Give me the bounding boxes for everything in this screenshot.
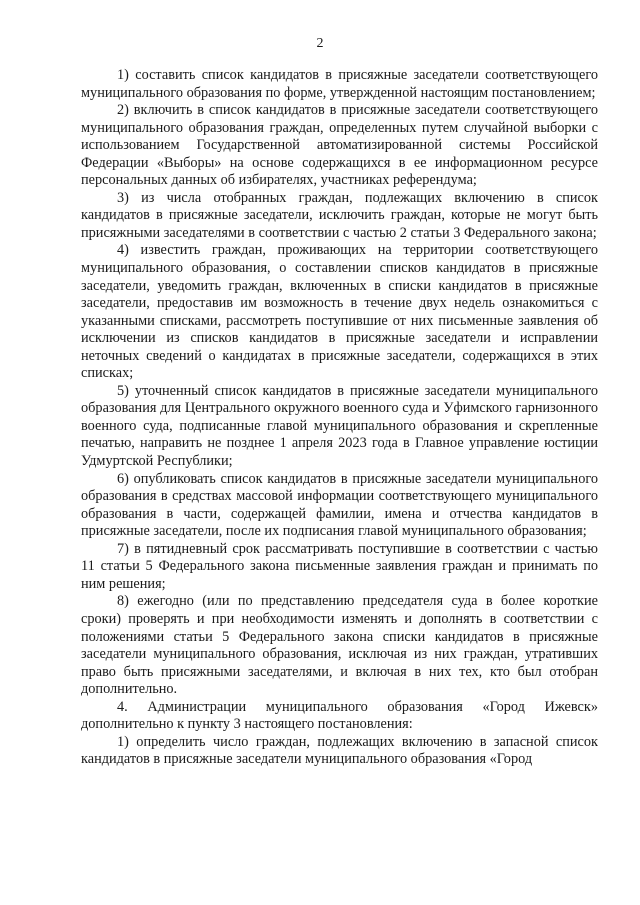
paragraph-item-6: 6) опубликовать список кандидатов в присяжные заседатели муниципального образования в средствах массовой информации соответствующего муниципального образования в части, содержащей фамилии, имена и отчества кандидатов в присяжные заседатели, после их подписания главой муниципального образования; <box>81 470 598 540</box>
paragraph-item-8: 8) ежегодно (или по представлению председателя суда в более короткие сроки) проверять и при необходимости изменять и дополнять в соответствии с положениями статьи 5 Федерального закона списки кандидатов в присяжные заседатели муниципального образования, исключая из них граждан, утративших право быть присяжными заседателями, и включая в них тех, кто был отобран дополнительно. <box>81 593 598 698</box>
page-number: 2 <box>316 36 324 51</box>
paragraph-section-4-item-1: 1) определить число граждан, подлежащих включению в запасной список кандидатов в присяжные заседатели муниципального образования «Город <box>81 733 598 768</box>
paragraph-section-4: 4. Администрации муниципального образования «Город Ижевск» дополнительно к пункту 3 настоящего постановления: <box>81 698 598 733</box>
paragraph-item-3: 3) из числа отобранных граждан, подлежащих включению в список кандидатов в присяжные заседатели, исключить граждан, которые не могут быть присяжными заседателями в соответствии с частью 2 статьи 3 Федерального закона; <box>81 189 598 241</box>
paragraph-item-2: 2) включить в список кандидатов в присяжные заседатели соответствующего муниципального образования граждан, определенных путем случайной выборки с использованием Государственной автоматизированной системы Российской Федерации «Выборы» на основе содержащихся в ее информационном ресурсе персональных данных об избирателях, участниках референдума; <box>81 102 598 189</box>
paragraph-item-7: 7) в пятидневный срок рассматривать поступившие в соответствии с частью 11 статьи 5 Федерального закона письменные заявления граждан и принимать по ним решения; <box>81 540 598 592</box>
paragraph-item-1: 1) составить список кандидатов в присяжные заседатели соответствующего муниципального образования по форме, утвержденной настоящим постановлением; <box>81 67 598 101</box>
document-body <box>81 67 598 769</box>
paragraph-item-5: 5) уточненный список кандидатов в присяжные заседатели муниципального образования для Центрального окружного военного суда и Уфимского гарнизонного военного суда, подписанные главой муниципального образования и скрепленные печатью, направить не позднее 1 апреля 2023 года в Главное управление юстиции Удмуртской Республики; <box>81 382 598 470</box>
paragraph-item-4: 4) известить граждан, проживающих на территории соответствующего муниципального образования, о составлении списков кандидатов в присяжные заседатели, уведомить граждан, включенных в списки кандидатов в присяжные заседатели, предоставив им возможность в течение двух недель ознакомиться с указанными списками, рассмотреть поступившие от них письменные заявления об исключении из списков кандидатов в присяжные заседатели и исправлении неточных сведений о кандидатах в присяжные заседатели, содержащихся в этих списках; <box>81 242 598 382</box>
